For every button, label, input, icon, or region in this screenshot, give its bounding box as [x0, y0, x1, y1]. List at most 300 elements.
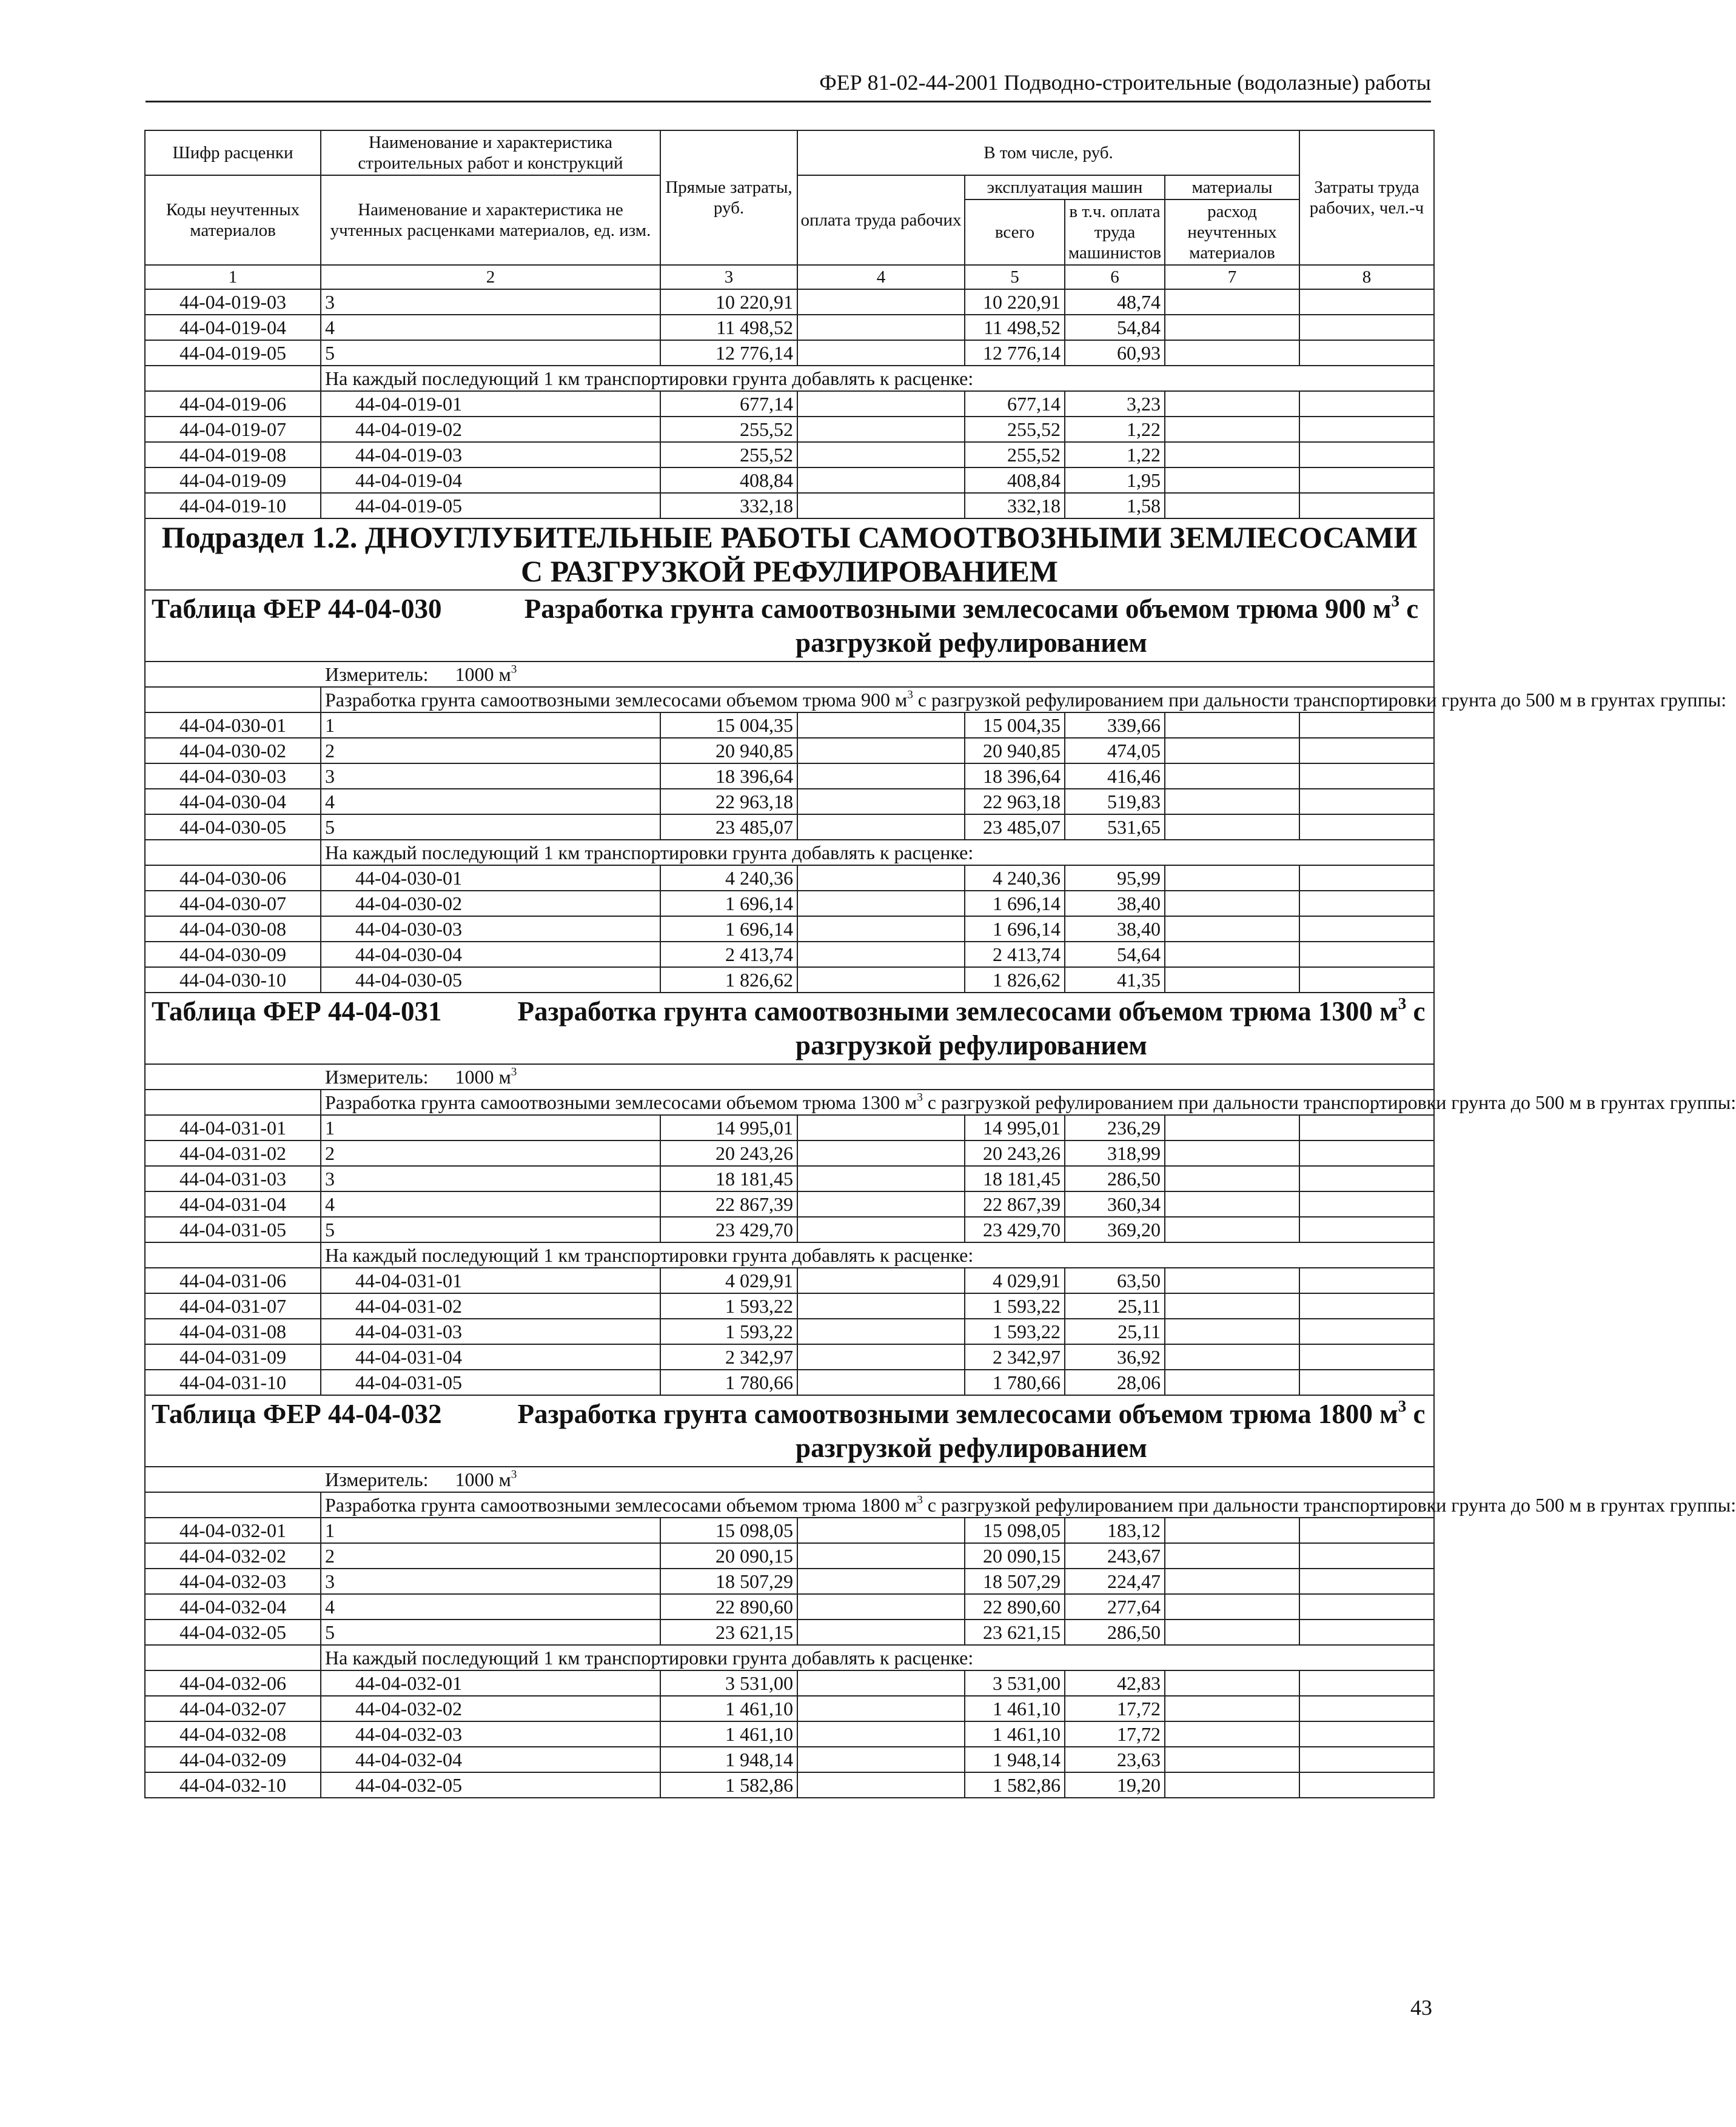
rate-code: 44-04-032-01 — [145, 1518, 321, 1543]
labor-value — [1299, 1747, 1434, 1772]
table-row — [145, 1747, 1434, 1772]
machine-total-value: 12 776,14 — [965, 340, 1065, 366]
machine-wages-value: 1,22 — [1065, 442, 1165, 467]
wages-value — [797, 1370, 965, 1395]
rate-name: 44-04-031-03 — [321, 1319, 660, 1344]
labor-value — [1299, 814, 1434, 840]
wages-value — [797, 738, 965, 763]
rate-code: 44-04-031-06 — [145, 1268, 321, 1293]
addon-note: На каждый последующий 1 км транспортировки грунта добавлять к расценке: — [321, 366, 1434, 391]
direct-costs-value: 1 593,22 — [660, 1293, 797, 1319]
direct-costs-value: 14 995,01 — [660, 1115, 797, 1141]
wages-value — [797, 1115, 965, 1141]
table-row — [145, 1166, 1434, 1191]
labor-value — [1299, 1293, 1434, 1319]
rate-name: 5 — [321, 1217, 660, 1242]
materials-value — [1165, 1115, 1299, 1141]
direct-costs-value: 255,52 — [660, 417, 797, 442]
wages-value — [797, 1772, 965, 1798]
subsection-title: Подраздел 1.2. ДНОУГЛУБИТЕЛЬНЫЕ РАБОТЫ САМООТВОЗНЫМИ ЗЕМЛЕСОСАМИ С РАЗГРУЗКОЙ РЕФУЛИРОВАНИЕМ — [145, 518, 1434, 590]
machine-wages-value: 1,22 — [1065, 417, 1165, 442]
table-header — [145, 130, 1434, 289]
rate-code: 44-04-032-03 — [145, 1569, 321, 1594]
table-row — [145, 814, 1434, 840]
labor-value — [1299, 289, 1434, 315]
description-text: Разработка грунта самоотвозными землесосами объемом трюма 900 м — [325, 689, 908, 711]
table-description — [321, 1090, 1736, 1115]
table-row — [145, 1293, 1434, 1319]
table-title-text: Разработка грунта самоотвозными землесосами объемом трюма 1300 м — [517, 996, 1398, 1027]
wages-value — [797, 1141, 965, 1166]
machine-total-value: 3 531,00 — [965, 1670, 1065, 1696]
wages-value — [797, 1344, 965, 1370]
machine-wages-value: 3,23 — [1065, 391, 1165, 417]
wages-value — [797, 865, 965, 891]
materials-value — [1165, 942, 1299, 967]
direct-costs-value: 10 220,91 — [660, 289, 797, 315]
machine-wages-value: 48,74 — [1065, 289, 1165, 315]
labor-value — [1299, 942, 1434, 967]
machine-total-value: 4 029,91 — [965, 1268, 1065, 1293]
wages-value — [797, 712, 965, 738]
wages-value — [797, 763, 965, 789]
materials-value — [1165, 814, 1299, 840]
table-row — [145, 1721, 1434, 1747]
materials-value — [1165, 1670, 1299, 1696]
machine-total-value: 22 963,18 — [965, 789, 1065, 814]
labor-value — [1299, 1670, 1434, 1696]
direct-costs-value: 255,52 — [660, 442, 797, 467]
rate-name: 44-04-030-02 — [321, 891, 660, 916]
table-body — [145, 289, 1736, 1798]
machine-wages-value: 23,63 — [1065, 1747, 1165, 1772]
machine-wages-value: 63,50 — [1065, 1268, 1165, 1293]
table-row — [145, 1191, 1434, 1217]
table-row — [145, 865, 1434, 891]
machine-total-value: 22 867,39 — [965, 1191, 1065, 1217]
table-title — [515, 1397, 1427, 1465]
header-wages: оплата труда рабочих — [797, 175, 965, 265]
column-number: 4 — [797, 265, 965, 289]
table-row — [145, 340, 1434, 366]
header-including: В том числе, руб. — [797, 130, 1299, 175]
machine-total-value: 1 696,14 — [965, 916, 1065, 942]
machine-wages-value: 17,72 — [1065, 1696, 1165, 1721]
table-title-end: с разгрузкой рефулированием — [796, 996, 1426, 1060]
materials-value — [1165, 1319, 1299, 1344]
header-code-bottom: Коды неучтенных материалов — [145, 175, 321, 265]
materials-value — [1165, 1217, 1299, 1242]
machine-wages-value: 36,92 — [1065, 1344, 1165, 1370]
machine-wages-value: 286,50 — [1065, 1620, 1165, 1645]
addon-note-row — [145, 840, 1434, 865]
direct-costs-value: 1 461,10 — [660, 1696, 797, 1721]
table-title-cell — [145, 1395, 1434, 1467]
table-row — [145, 1670, 1434, 1696]
rate-name: 44-04-031-01 — [321, 1268, 660, 1293]
rate-name: 1 — [321, 1518, 660, 1543]
rate-code: 44-04-019-06 — [145, 391, 321, 417]
rate-code: 44-04-032-10 — [145, 1772, 321, 1798]
table-row — [145, 1543, 1434, 1569]
meter-cell — [145, 1467, 1434, 1492]
materials-value — [1165, 417, 1299, 442]
rate-code: 44-04-030-06 — [145, 865, 321, 891]
direct-costs-value: 1 696,14 — [660, 891, 797, 916]
machine-total-value: 20 940,85 — [965, 738, 1065, 763]
wages-value — [797, 289, 965, 315]
machine-wages-value: 25,11 — [1065, 1319, 1165, 1344]
machine-total-value: 22 890,60 — [965, 1594, 1065, 1620]
rate-name: 4 — [321, 315, 660, 340]
rate-name: 1 — [321, 712, 660, 738]
rate-code: 44-04-031-04 — [145, 1191, 321, 1217]
rate-code: 44-04-030-09 — [145, 942, 321, 967]
column-numbers-row — [145, 265, 1434, 289]
machine-total-value: 15 004,35 — [965, 712, 1065, 738]
table-row — [145, 916, 1434, 942]
note-spacer — [145, 366, 321, 391]
labor-value — [1299, 315, 1434, 340]
machine-wages-value: 243,67 — [1065, 1543, 1165, 1569]
description-text-end: с разгрузкой рефулированием при дальности транспортировки грунта до 500 м в грунтах группы: — [922, 1494, 1736, 1516]
table-row — [145, 1696, 1434, 1721]
addon-note-row — [145, 1242, 1434, 1268]
materials-value — [1165, 738, 1299, 763]
rate-name: 44-04-032-04 — [321, 1747, 660, 1772]
rate-name: 44-04-019-04 — [321, 467, 660, 493]
table-number: Таблица ФЕР 44-04-030 — [152, 594, 442, 624]
materials-value — [1165, 789, 1299, 814]
machine-total-value: 1 461,10 — [965, 1696, 1065, 1721]
rate-name: 44-04-030-04 — [321, 942, 660, 967]
labor-value — [1299, 1543, 1434, 1569]
rate-code: 44-04-030-03 — [145, 763, 321, 789]
rate-code: 44-04-031-03 — [145, 1166, 321, 1191]
meter-label: Измеритель: — [325, 1469, 429, 1490]
meter-cell — [145, 1064, 1434, 1090]
labor-value — [1299, 442, 1434, 467]
header-materials-expense: расход неучтенных материалов — [1165, 199, 1299, 265]
direct-costs-value: 677,14 — [660, 391, 797, 417]
description-sup: 3 — [917, 1493, 923, 1507]
rate-code: 44-04-030-04 — [145, 789, 321, 814]
materials-value — [1165, 315, 1299, 340]
column-number: 5 — [965, 265, 1065, 289]
machine-total-value: 10 220,91 — [965, 289, 1065, 315]
wages-value — [797, 891, 965, 916]
rate-code: 44-04-032-08 — [145, 1721, 321, 1747]
wages-value — [797, 789, 965, 814]
machine-wages-value: 286,50 — [1065, 1166, 1165, 1191]
wages-value — [797, 1747, 965, 1772]
direct-costs-value: 20 090,15 — [660, 1543, 797, 1569]
wages-value — [797, 1268, 965, 1293]
table-title-end: с разгрузкой рефулированием — [796, 594, 1419, 658]
materials-value — [1165, 1293, 1299, 1319]
table-title-cell — [145, 993, 1434, 1064]
rate-code: 44-04-032-09 — [145, 1747, 321, 1772]
table-row — [145, 1344, 1434, 1370]
rate-name: 44-04-030-01 — [321, 865, 660, 891]
machine-total-value: 15 098,05 — [965, 1518, 1065, 1543]
rate-name: 4 — [321, 1594, 660, 1620]
meter-sup: 3 — [511, 1065, 517, 1079]
machine-wages-value: 474,05 — [1065, 738, 1165, 763]
meter-row — [145, 1064, 1434, 1090]
machine-total-value: 18 396,64 — [965, 763, 1065, 789]
description-row — [145, 687, 1434, 712]
wages-value — [797, 916, 965, 942]
addon-note-row — [145, 366, 1434, 391]
running-header: ФЕР 81-02-44-2001 Подводно-строительные (водолазные) работы — [146, 68, 1431, 102]
machine-total-value: 23 621,15 — [965, 1620, 1065, 1645]
machine-total-value: 255,52 — [965, 442, 1065, 467]
rate-name: 44-04-031-02 — [321, 1293, 660, 1319]
direct-costs-value: 20 940,85 — [660, 738, 797, 763]
rate-name: 44-04-031-05 — [321, 1370, 660, 1395]
machine-total-value: 1 582,86 — [965, 1772, 1065, 1798]
table-title-text: Разработка грунта самоотвозными землесосами объемом трюма 900 м — [524, 594, 1392, 624]
materials-value — [1165, 1166, 1299, 1191]
wages-value — [797, 1518, 965, 1543]
labor-value — [1299, 738, 1434, 763]
machine-wages-value: 416,46 — [1065, 763, 1165, 789]
materials-value — [1165, 1696, 1299, 1721]
wages-value — [797, 1166, 965, 1191]
direct-costs-value: 1 582,86 — [660, 1772, 797, 1798]
materials-value — [1165, 1721, 1299, 1747]
materials-value — [1165, 1518, 1299, 1543]
rate-code: 44-04-019-03 — [145, 289, 321, 315]
direct-costs-value: 15 004,35 — [660, 712, 797, 738]
meter-value — [455, 1066, 517, 1088]
machine-wages-value: 519,83 — [1065, 789, 1165, 814]
table-row — [145, 763, 1434, 789]
wages-value — [797, 814, 965, 840]
table-title-row — [145, 590, 1434, 662]
wages-value — [797, 942, 965, 967]
rate-code: 44-04-031-10 — [145, 1370, 321, 1395]
rate-name: 5 — [321, 340, 660, 366]
table-row — [145, 891, 1434, 916]
machine-total-value: 18 181,45 — [965, 1166, 1065, 1191]
materials-value — [1165, 1543, 1299, 1569]
rate-name: 4 — [321, 1191, 660, 1217]
description-sup: 3 — [917, 1091, 923, 1104]
column-number: 1 — [145, 265, 321, 289]
direct-costs-value: 11 498,52 — [660, 315, 797, 340]
meter-value-text: 1000 м — [455, 1066, 511, 1088]
table-row — [145, 1319, 1434, 1344]
machine-total-value: 1 780,66 — [965, 1370, 1065, 1395]
direct-costs-value: 18 181,45 — [660, 1166, 797, 1191]
direct-costs-value: 3 531,00 — [660, 1670, 797, 1696]
direct-costs-value: 2 413,74 — [660, 942, 797, 967]
column-number: 3 — [660, 265, 797, 289]
machine-total-value: 1 593,22 — [965, 1319, 1065, 1344]
labor-value — [1299, 1115, 1434, 1141]
table-row — [145, 712, 1434, 738]
machine-total-value: 20 090,15 — [965, 1543, 1065, 1569]
rate-code: 44-04-032-07 — [145, 1696, 321, 1721]
note-spacer — [145, 840, 321, 865]
materials-value — [1165, 1772, 1299, 1798]
description-sup: 3 — [907, 688, 913, 702]
machine-total-value: 11 498,52 — [965, 315, 1065, 340]
labor-value — [1299, 1721, 1434, 1747]
materials-value — [1165, 442, 1299, 467]
machine-total-value: 23 429,70 — [965, 1217, 1065, 1242]
wages-value — [797, 467, 965, 493]
table-row — [145, 442, 1434, 467]
machine-wages-value: 1,95 — [1065, 467, 1165, 493]
machine-wages-value: 42,83 — [1065, 1670, 1165, 1696]
page-number: 43 — [1410, 1995, 1432, 2020]
wages-value — [797, 391, 965, 417]
labor-value — [1299, 1166, 1434, 1191]
meter-sup: 3 — [511, 663, 517, 676]
column-number: 2 — [321, 265, 660, 289]
table-row — [145, 1268, 1434, 1293]
machine-wages-value: 531,65 — [1065, 814, 1165, 840]
machine-wages-value: 19,20 — [1065, 1772, 1165, 1798]
table-row — [145, 1141, 1434, 1166]
header-name-bottom: Наименование и характеристика не учтенных расценками материалов, ед. изм. — [321, 175, 660, 265]
machine-wages-value: 95,99 — [1065, 865, 1165, 891]
machine-total-value: 14 995,01 — [965, 1115, 1065, 1141]
addon-note: На каждый последующий 1 км транспортировки грунта добавлять к расценке: — [321, 1645, 1434, 1670]
description-spacer — [145, 1492, 321, 1518]
table-title-row — [145, 1395, 1434, 1467]
note-spacer — [145, 1645, 321, 1670]
labor-value — [1299, 1370, 1434, 1395]
materials-value — [1165, 467, 1299, 493]
machine-wages-value: 224,47 — [1065, 1569, 1165, 1594]
materials-value — [1165, 493, 1299, 518]
rate-name: 3 — [321, 1166, 660, 1191]
labor-value — [1299, 1620, 1434, 1645]
materials-value — [1165, 1594, 1299, 1620]
machine-wages-value: 369,20 — [1065, 1217, 1165, 1242]
rate-name: 44-04-032-01 — [321, 1670, 660, 1696]
rate-name: 3 — [321, 763, 660, 789]
rate-code: 44-04-030-02 — [145, 738, 321, 763]
table-row — [145, 1772, 1434, 1798]
direct-costs-value: 1 826,62 — [660, 967, 797, 993]
rate-code: 44-04-019-10 — [145, 493, 321, 518]
description-spacer — [145, 1090, 321, 1115]
rate-code: 44-04-031-08 — [145, 1319, 321, 1344]
meter-row — [145, 662, 1434, 687]
table-title — [515, 592, 1427, 660]
table-row — [145, 493, 1434, 518]
labor-value — [1299, 865, 1434, 891]
machine-wages-value: 38,40 — [1065, 916, 1165, 942]
rate-code: 44-04-019-07 — [145, 417, 321, 442]
rate-code: 44-04-031-09 — [145, 1344, 321, 1370]
machine-wages-value: 41,35 — [1065, 967, 1165, 993]
materials-value — [1165, 1370, 1299, 1395]
description-spacer — [145, 687, 321, 712]
materials-value — [1165, 1344, 1299, 1370]
addon-note-row — [145, 1645, 1434, 1670]
machine-wages-value: 38,40 — [1065, 891, 1165, 916]
column-number: 7 — [1165, 265, 1299, 289]
labor-value — [1299, 1772, 1434, 1798]
materials-value — [1165, 865, 1299, 891]
table-title-sup: 3 — [1398, 994, 1407, 1013]
table-row — [145, 391, 1434, 417]
direct-costs-value: 1 461,10 — [660, 1721, 797, 1747]
rate-name: 44-04-019-01 — [321, 391, 660, 417]
rate-name: 44-04-019-05 — [321, 493, 660, 518]
header-machine-total: всего — [965, 199, 1065, 265]
meter-value-text: 1000 м — [455, 663, 511, 685]
description-text-end: с разгрузкой рефулированием при дальности транспортировки грунта до 500 м в грунтах группы: — [922, 1091, 1736, 1113]
table-number: Таблица ФЕР 44-04-031 — [152, 996, 442, 1027]
labor-value — [1299, 916, 1434, 942]
table-title-text: Разработка грунта самоотвозными землесосами объемом трюма 1800 м — [517, 1399, 1398, 1429]
labor-value — [1299, 1319, 1434, 1344]
wages-value — [797, 1543, 965, 1569]
machine-wages-value: 360,34 — [1065, 1191, 1165, 1217]
labor-value — [1299, 763, 1434, 789]
machine-wages-value: 1,58 — [1065, 493, 1165, 518]
machine-total-value: 1 826,62 — [965, 967, 1065, 993]
labor-value — [1299, 1594, 1434, 1620]
materials-value — [1165, 1141, 1299, 1166]
direct-costs-value: 18 396,64 — [660, 763, 797, 789]
table-row — [145, 1217, 1434, 1242]
machine-total-value: 20 243,26 — [965, 1141, 1065, 1166]
description-row — [145, 1492, 1434, 1518]
wages-value — [797, 1191, 965, 1217]
table-row — [145, 467, 1434, 493]
rate-code: 44-04-031-01 — [145, 1115, 321, 1141]
rate-name: 3 — [321, 1569, 660, 1594]
labor-value — [1299, 1141, 1434, 1166]
note-spacer — [145, 1242, 321, 1268]
machine-wages-value: 17,72 — [1065, 1721, 1165, 1747]
rate-name: 44-04-030-05 — [321, 967, 660, 993]
table-title-end: с разгрузкой рефулированием — [796, 1399, 1426, 1463]
machine-total-value: 18 507,29 — [965, 1569, 1065, 1594]
rate-code: 44-04-030-10 — [145, 967, 321, 993]
wages-value — [797, 1594, 965, 1620]
table-title-sup: 3 — [1391, 592, 1399, 611]
machine-total-value: 677,14 — [965, 391, 1065, 417]
labor-value — [1299, 1569, 1434, 1594]
direct-costs-value: 12 776,14 — [660, 340, 797, 366]
rate-code: 44-04-019-05 — [145, 340, 321, 366]
rate-code: 44-04-019-04 — [145, 315, 321, 340]
materials-value — [1165, 1268, 1299, 1293]
wages-value — [797, 1696, 965, 1721]
materials-value — [1165, 763, 1299, 789]
wages-value — [797, 417, 965, 442]
direct-costs-value: 1 696,14 — [660, 916, 797, 942]
direct-costs-value: 22 890,60 — [660, 1594, 797, 1620]
machine-wages-value: 60,93 — [1065, 340, 1165, 366]
rate-code: 44-04-031-02 — [145, 1141, 321, 1166]
machine-wages-value: 28,06 — [1065, 1370, 1165, 1395]
rate-code: 44-04-030-05 — [145, 814, 321, 840]
direct-costs-value: 23 621,15 — [660, 1620, 797, 1645]
direct-costs-value: 22 867,39 — [660, 1191, 797, 1217]
header-code-top: Шифр расценки — [145, 130, 321, 175]
direct-costs-value: 408,84 — [660, 467, 797, 493]
